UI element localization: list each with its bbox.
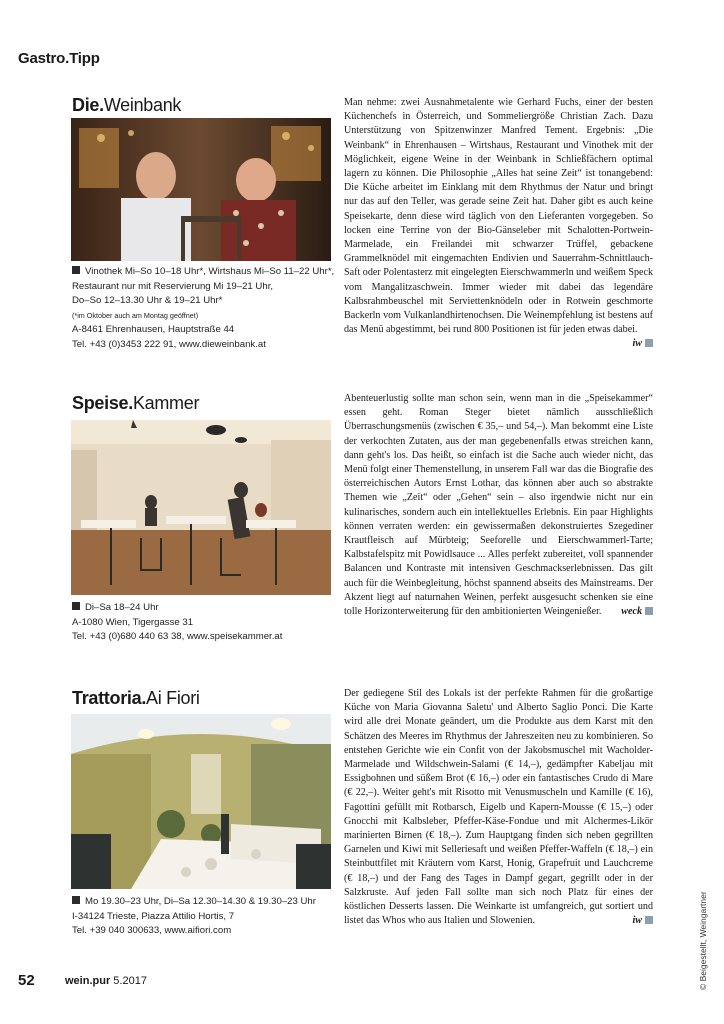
end-square-icon — [645, 607, 653, 615]
magazine-name: wein.pur — [65, 975, 111, 987]
restaurant-review — [344, 392, 653, 619]
hours-line: Restaurant nur mit Reservierung Mi 19–21 Uhr, — [72, 280, 274, 292]
photo-credit-text: © Beigestellt, Weingartner — [698, 891, 708, 990]
title-bold: Speise. — [72, 393, 133, 413]
bullet-square-icon — [72, 896, 80, 904]
contact: Tel. +43 (0)3453 222 91, www.dieweinbank.at — [72, 338, 266, 350]
hours-line: Di–Sa 18–24 Uhr — [85, 602, 159, 613]
address: I-34124 Trieste, Piazza Attilio Hortis, 7 — [72, 910, 235, 922]
address: A-1080 Wien, Tigergasse 31 — [72, 616, 194, 628]
end-square-icon — [645, 916, 653, 924]
contact: Tel. +39 040 300633, www.aifiori.com — [72, 925, 232, 937]
restaurant-info — [72, 265, 337, 353]
section-label: Gastro.Tipp — [18, 50, 100, 67]
title-light: Ai Fiori — [146, 688, 200, 708]
restaurant-title — [72, 95, 181, 116]
contact: Tel. +43 (0)680 440 63 38, www.speisekammer.at — [72, 631, 283, 643]
restaurant-info — [72, 601, 337, 645]
author-signature: iw — [632, 337, 653, 351]
hours-note: (*im Oktober auch am Montag geöffnet) — [72, 310, 199, 320]
review-text: Abenteuerlustig sollte man schon sein, wenn man in die „Speisekammer“ essen geht. Roman Steger bietet nämlich ausschließlich Überraschungsmenüs (zwischen € 35,– und 54,–). Man bekommt eine Liste der verkochten Zutaten, aus der man gegebenenfalls etwas streichen kann, dann geht's los. Das heißt, so einfach ist die Sache auch wieder nicht, das Menü folgt einer Themenstellung, in unserem Fall war das die Biografie des österreichischen Autors Ernst Lothar, das können aber auch so abstrakte Themen wie „Zeit“ oder „Gehen“ sein – also irgendwie nicht nur ein kulinarisches, sondern auch ein intellektuelles Erlebnis. Ein paar Highlights können verraten werden: ein gewissermaßen dekonstruiertes Szegediner Krautfleisch auf Mürbteig; Seeforelle und Eierschwammerl-Tarte; Kalbstafelspitz mit Powidlsauce ... Alles perfekt zubereitet, voll spannender Balancen und Kontraste mit intensiven Geschmackserlebnissen. Das gilt auch für die Weinbegleitung, höchst spannend abseits des Mainstreams. Der Akzent liegt auf naturnahen Weinen, perfekt ausgesucht schenken sie eine tolle Horizonterweiterung für den ambitionierten Weingenießer. — [344, 393, 653, 618]
bullet-square-icon — [72, 266, 80, 274]
title-bold: Die. — [72, 95, 104, 115]
review-text: Man nehme: zwei Ausnahmetalente wie Gerhard Fuchs, einer der besten Küchenchefs in Österreich, und Sommeliergröße Christian Zach. Dazu Unterstützung von Spitzenwinzer Manfred Tement. Ergebnis: „Die Weinbank“ in Ehrenhausen – Wirtshaus, Restaurant und Vinothek mit der Möglichkeit, eigene Weine in der Weinbank in Schließfächern optimal lagern zu können. Die Philosophie „Alles hat seine Zeit“ ist tonangebend: Die Küche arbeitet im Einklang mit dem Rhythmus der Natur und bringt nur das auf den Teller, was gerade seine Zeit hat. Daher gibt es auch keine Speisekarte, denn diese wird täglich von den Lieferanten vorgegeben. So locken eine Terrine von der Bio-Gänseleber mit Schalotten-Portwein-Marmelade, ein Freilandei mit schwarzer Trüffel, gebackene Grammelknödel mit eingemachten Endivien und Sauerrahm-Schnittlauch-Saft oder Polentasterz mit eingelegten Eierschwammerln und weißem Speck vom Mangalitzaschwein. Immer wieder mit dabei das legendäre Kalbsrahmbeuschel mit Serviettenknödeln oder in Rotwein geschmorte Backerln vom Vulkanlandhirtenochsen. Die Weinempfehlung ist bestens auf das Menü abgestimmt, bei rund 800 Positionen ist für jeden etwas dabei. — [344, 97, 653, 336]
page-number: 52 — [18, 972, 35, 989]
restaurant-review — [344, 687, 653, 928]
end-square-icon — [645, 339, 653, 347]
restaurant-title — [72, 393, 199, 414]
restaurant-review — [344, 96, 653, 352]
title-light: Weinbank — [103, 95, 182, 115]
author-signature: iw — [632, 914, 653, 928]
restaurant-title — [72, 688, 200, 709]
restaurant-photo — [71, 714, 331, 889]
restaurant-info — [72, 895, 342, 939]
bullet-square-icon — [72, 602, 80, 610]
hours-line: Do–So 12–13.30 Uhr & 19–21 Uhr* — [72, 295, 223, 307]
title-bold: Trattoria. — [72, 688, 147, 708]
restaurant-photo — [71, 420, 331, 595]
review-text: Der gediegene Stil des Lokals ist der perfekte Rahmen für die großartige Küche von Maria Giovanna Saletu' und Alberto Saglio Ponci. Die Karte wird alle drei Monate geändert, um die Produkte aus dem Karst mit den Schätzen des Meeres im Rhythmus der Jahreszeiten neu zu kombinieren. So entstehen Gerichte wie ein Confit von der Jakobsmuschel mit Wacholder-Marmelade und Wildschwein-Salami (€ 14,–), gedämpfter Kabeljau mit Essigbohnen und süßem Brot (€ 16,–) oder ein fantastisches Crudo di Mare (€ 22,–). Weiter geht's mit Risotto mit Venusmuscheln und Kamille (€ 16), Fagottini gefüllt mit Rotbarsch, Eigelb und Kapern-Mousse (€ 15,–) oder Gnocchi mit Kalbsleber, Pfeffer-Käse-Fondue und mit Alchermes-Likör marinierten Birnen (€ 18,–). Zum Hauptgang finden sich neben gegrillten Garnelen und Kiwi mit Selleriesaft und weißen Pfeffer-Waffeln (€ 18,–) ein Steinbuttfilet mit Kräutern vom Karst, Honig, Grapefruit und Lauchcreme (€ 18,–) und der Fang des Tages in Dampf gegart, gegrillt oder in der Salzkruste. Auf jeden Fall sollte man sich noch Platz für eines der köstlichen Desserts lassen. Die Weinkarte ist umfangreich, gut sortiert und listet das Whos who aus Italien und Slowenien. — [344, 688, 653, 927]
hours-line: Vinothek Mi–So 10–18 Uhr*, Wirtshaus Mi–So 11–22 Uhr*, — [85, 266, 335, 277]
restaurant-photo — [71, 118, 331, 261]
address: A-8461 Ehrenhausen, Hauptstraße 44 — [72, 324, 235, 336]
photo-credit — [698, 870, 710, 990]
author-signature: weck — [621, 605, 653, 619]
hours-line: Mo 19.30–23 Uhr, Di–Sa 12.30–14.30 & 19.30–23 Uhr — [85, 896, 316, 907]
magazine-issue — [65, 975, 147, 987]
issue-label: 5.2017 — [113, 975, 147, 987]
title-light: Kammer — [132, 393, 200, 413]
